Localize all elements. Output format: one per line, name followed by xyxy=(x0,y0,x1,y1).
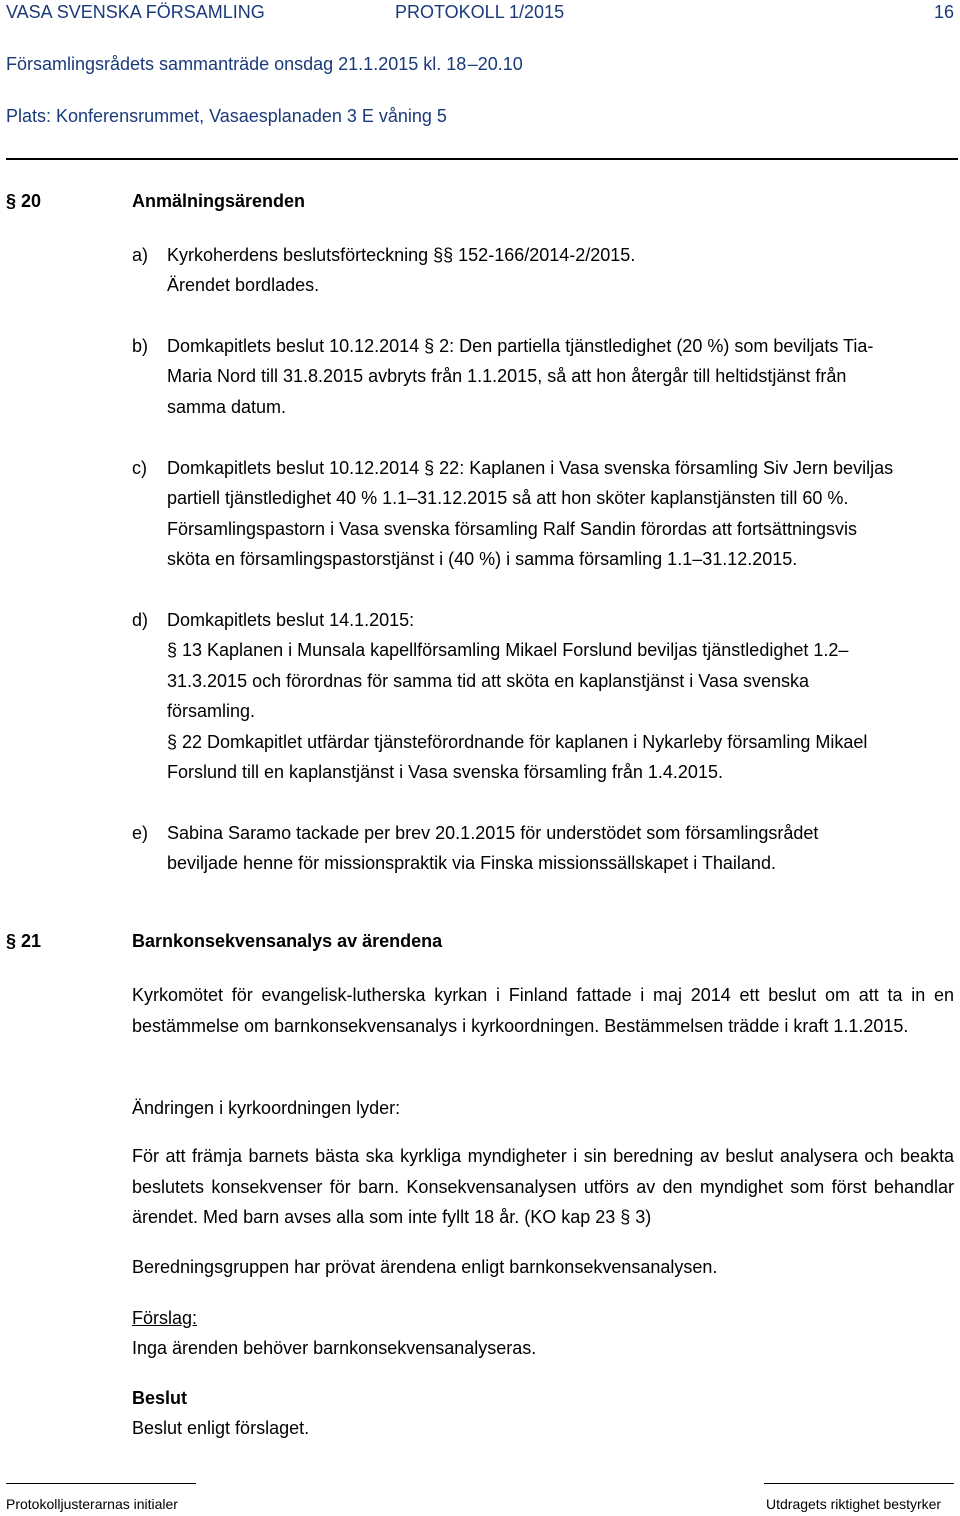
item-line: Församlingspastorn i Vasa svenska församling Ralf Sandin förordas att fortsättningsvis xyxy=(167,519,857,539)
item-letter: d) xyxy=(132,610,149,630)
decision-text: Beslut enligt förslaget. xyxy=(132,1418,310,1438)
footer-signature-line-left xyxy=(6,1483,196,1484)
item-line: sköta en församlingspastorstjänst i (40 %) i samma församling 1.1–31.12.2015. xyxy=(167,549,798,569)
item-line: beviljade henne för missionspraktik via Finska missionssällskapet i Thailand. xyxy=(167,853,776,873)
item-letter: e) xyxy=(132,823,149,843)
item-letter: b) xyxy=(132,336,149,356)
item-line: Domkapitlets beslut 10.12.2014 § 22: Kaplanen i Vasa svenska församling Siv Jern beviljas xyxy=(167,458,894,478)
item-line: Kyrkoherdens beslutsförteckning §§ 152-166/2014-2/2015. xyxy=(167,245,636,265)
proposal-text: Inga ärenden behöver barnkonsekvensanalyseras. xyxy=(132,1338,537,1358)
section-title: Barnkonsekvensanalys av ärendena xyxy=(132,931,443,951)
paragraph: Beredningsgruppen har prövat ärendena enligt barnkonsekvensanalysen. xyxy=(132,1257,718,1277)
header-place: Plats: Konferensrummet, Vasaesplanaden 3 E våning 5 xyxy=(6,106,447,126)
footer-left: Protokolljusterarnas initialer xyxy=(6,1496,178,1512)
item-line: § 22 Domkapitlet utfärdar tjänsteförordnande för kaplanen i Nykarleby församling Mikael xyxy=(167,732,868,752)
item-letter: a) xyxy=(132,245,149,265)
page-number: 16 xyxy=(934,2,955,22)
section-number: § 20 xyxy=(6,191,42,211)
item-line: Ärendet bordlades. xyxy=(167,275,320,295)
item-line: församling. xyxy=(167,701,256,721)
item-line: samma datum. xyxy=(167,397,287,417)
item-line: Maria Nord till 31.8.2015 avbryts från 1.1.2015, så att hon återgår till heltidstjänst från xyxy=(167,366,847,386)
proposal-label: Förslag: xyxy=(132,1308,198,1328)
footer-signature-line-right xyxy=(764,1483,954,1484)
decision-label: Beslut xyxy=(132,1388,188,1408)
item-line: Sabina Saramo tackade per brev 20.1.2015 för understödet som församlingsrådet xyxy=(167,823,819,843)
item-line: 31.3.2015 och förordnas för samma tid att sköta en kaplanstjänst i Vasa svenska xyxy=(167,671,810,691)
paragraph: Kyrkomötet för evangelisk-lutherska kyrkan i Finland fattade i maj 2014 ett beslut om att ta in en bestämmelse om barnkonsekvensanalys i kyrkoordningen. Bestämmelsen trädde i kraft 1.1.2015. xyxy=(132,985,954,1036)
section-number: § 21 xyxy=(6,931,42,951)
item-line: Forslund till en kaplanstjänst i Vasa svenska församling från 1.4.2015. xyxy=(167,762,723,782)
item-letter: c) xyxy=(132,458,147,478)
header-protocol: PROTOKOLL 1/2015 xyxy=(395,2,565,22)
header-meeting: Församlingsrådets sammanträde onsdag 21.1.2015 kl. 18 –20.10 xyxy=(6,54,523,74)
paragraph: Ändringen i kyrkoordningen lyder: xyxy=(132,1098,401,1118)
item-line: Domkapitlets beslut 14.1.2015: xyxy=(167,610,415,630)
header-org: VASA SVENSKA FÖRSAMLING xyxy=(6,2,265,22)
paragraph: För att främja barnets bästa ska kyrkliga myndigheter i sin beredning av beslut analysera och beakta beslutets konsekvenser för barn. Konsekvensanalysen utförs av den myndighet som först behandlar ärendet. Med barn avses alla som inte fyllt 18 år. (KO kap 23 § 3) xyxy=(132,1146,954,1227)
item-line: Domkapitlets beslut 10.12.2014 § 2: Den partiella tjänstledighet (20 %) som beviljats Tia- xyxy=(167,336,874,356)
item-line: partiell tjänstledighet 40 % 1.1–31.12.2015 så att hon sköter kaplanstjänsten till 60 %. xyxy=(167,488,849,508)
footer-right: Utdragets riktighet bestyrker xyxy=(766,1496,942,1512)
header-divider xyxy=(6,158,958,160)
item-line: § 13 Kaplanen i Munsala kapellförsamling Mikael Forslund beviljas tjänstledighet 1.2– xyxy=(167,640,849,660)
section-title: Anmälningsärenden xyxy=(132,191,306,211)
